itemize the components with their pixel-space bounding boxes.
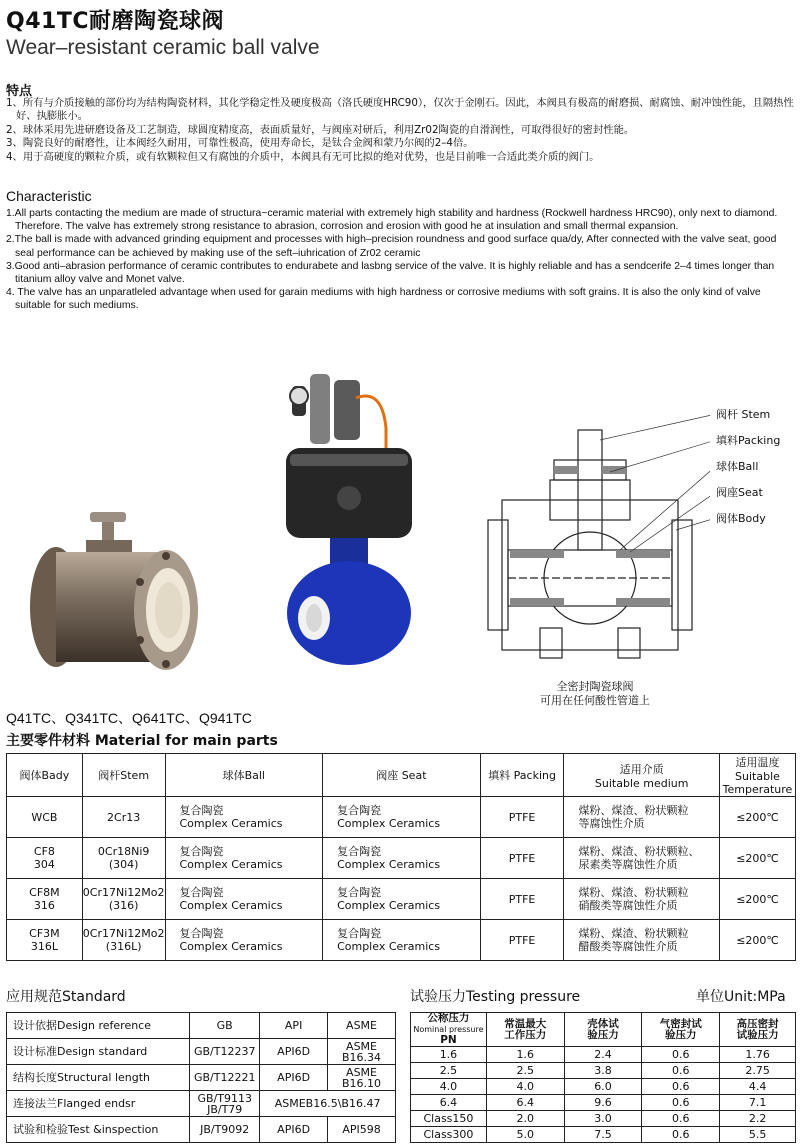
characteristic-item: 4. The valve has an unparatleled advantage when used for garain mediums with high hardness or corrosive mediums with soft grains. It is also the only kind of valve suitable for such mediums. [6,287,761,312]
col-stem: 阀杆Stem [82,754,165,797]
characteristic-item: 2.The ball is made with advanced grinding equipment and processes with high–precision roundness and good surface qua/dy, After connected with the valve seat, good seal performance can be achieved by making use of the seft–iuhrication of Zr02 ceramic [6,234,777,259]
col-working-pressure: 常温最大 工作压力 [486,1013,564,1047]
feature-item: 2、球体采用先进研磨设备及工艺制造，球圆度精度高，表面质量好，与阀座对研后，利用Zr02陶瓷的自滑润性，可取得很好的密封性能。 [6,123,635,136]
table-row: Class150 2.0 3.0 0.6 2.2 [411,1111,796,1127]
page-title: Q41TC耐磨陶瓷球阀 [6,9,224,34]
characteristic-item: 1.All parts contacting the medium are made of structura~ceramic material with extremely high stability and hardness (Rockwell hardness HRC90), only next to diamond. Therefore. The valve has extremely strong resistance to abrasion, corrosion and erosion with good he at insulation and small thermal expansion. [6,208,778,233]
col-high-seal-test: 高压密封 试验压力 [720,1013,796,1047]
characteristic-list [6,207,796,313]
col-temperature: 适用温度 Suitable Temperature [719,754,795,797]
callout-packing: 填料Packing [716,434,781,447]
materials-heading: 主要零件材料 Material for main parts [6,733,278,749]
col-medium: 适用介质 Suitable medium [564,754,720,797]
table-row: 6.4 6.4 9.6 0.6 7.1 [411,1095,796,1111]
callout-body: 阀体Body [716,512,766,525]
col-ball: 球体Ball [165,754,323,797]
standard-heading: 应用规范Standard [6,989,126,1005]
table-row: 连接法兰Flanged endsr GB/T9113 JB/T79 ASMEB16.5\B16.47 [7,1091,396,1117]
col-shell-test: 壳体试 验压力 [564,1013,642,1047]
testing-heading: 试验压力Testing pressure [410,989,581,1005]
callout-seat: 阀座Seat [716,486,763,499]
model-list: Q41TC、Q341TC、Q641TC、Q941TC [6,710,252,726]
steel-ball-valve-photo [28,512,198,672]
table-row: 1.6 1.6 2.4 0.6 1.76 [411,1047,796,1063]
table-row: Class300 5.0 7.5 0.6 5.5 [411,1127,796,1143]
diagram-caption-1: 全密封陶瓷球阀 [556,680,634,693]
feature-item: 3、陶瓷良好的耐磨性，让本阀经久耐用，可靠性极高，使用寿命长，是钛合金阀和蒙乃尔阀的2–4倍。 [6,137,474,150]
col-nominal-pressure: 公称压力 Nominal pressure PN [411,1013,487,1047]
table-row: 2.5 2.5 3.8 0.6 2.75 [411,1063,796,1079]
table-header-row [411,1013,796,1047]
valve-cross-section-diagram [480,400,710,670]
table-header-row [7,754,796,797]
col-body: 阀体Bady [7,754,83,797]
table-row: 试验和检验Test &inspection JB/T9092 API6D API598 [7,1117,396,1143]
table-row: 设计标准Design standard GB/T12237 API6D ASME B16.34 [7,1039,396,1065]
feature-item: 4、用于高硬度的颗粒介质，或有软颗粒但又有腐蚀的介质中，本阀具有无可比拟的绝对优势，也是目前唯一合适此类介质的阀门。 [6,150,600,163]
feature-item: 1、所有与介质接触的部份均为结构陶瓷材料，其化学稳定性及硬度极高（洛氏硬度HRC90），仅次于金刚石。因此，本阀具有极高的耐磨损、耐腐蚀、耐冲蚀性能，且隔热性好、执膨胀小。 [6,97,794,123]
unit-label: 单位Unit:MPa [696,989,786,1005]
table-row: WCB 2Cr13 复合陶瓷 Complex Ceramics 复合陶瓷 Complex Ceramics PTFE 煤粉、煤渣、粉状颗粒 等腐蚀性介质 ≤200℃ [7,797,796,838]
table-row: CF8M 316 0Cr17Ni12Mo2 (316) 复合陶瓷 Complex Ceramics 复合陶瓷 Complex Ceramics PTFE 煤粉、煤渣、粉状颗粒 硝酸类等腐蚀性介质 ≤200℃ [7,879,796,920]
diagram-caption-2: 可用在任何酸性管道上 [540,694,650,707]
col-packing: 填料 Packing [480,754,564,797]
standard-table [6,1012,396,1143]
col-seat: 阀座 Seat [323,754,481,797]
table-row: 设计依据Design reference GB API ASME [7,1013,396,1039]
pneumatic-ball-valve-photo [282,368,422,668]
characteristic-item: 3.Good anti–abrasion performance of ceramic contributes to endurabete and lasbng service of the valve. It is highly reliable and has a sendcerife 2–4 times longer than titanium alloy valve and Monet valve. [6,260,775,286]
table-row: 结构长度Structural length GB/T12221 API6D ASME B16.10 [7,1065,396,1091]
table-row: CF3M 316L 0Cr17Ni12Mo2 (316L) 复合陶瓷 Complex Ceramics 复合陶瓷 Complex Ceramics PTFE 煤粉、煤渣、粉状颗粒 醋酸类等腐蚀性介质 ≤200℃ [7,920,796,961]
testing-pressure-table [410,1012,796,1143]
callout-ball: 球体Ball [716,460,759,473]
characteristic-heading: Characteristic [6,188,92,204]
callout-stem: 阀杆 Stem [716,408,771,421]
table-row: 4.0 4.0 6.0 0.6 4.4 [411,1079,796,1095]
materials-table [6,753,796,961]
page-subtitle: Wear–resistant ceramic ball valve [6,36,320,59]
table-row: CF8 304 0Cr18Ni9 (304) 复合陶瓷 Complex Ceramics 复合陶瓷 Complex Ceramics PTFE 煤粉、煤渣、粉状颗粒、 尿素类等腐蚀性介质 ≤200℃ [7,838,796,879]
features-heading: 特点 [6,84,33,99]
features-list [6,97,796,164]
col-air-seal-test: 气密封试 验压力 [642,1013,720,1047]
